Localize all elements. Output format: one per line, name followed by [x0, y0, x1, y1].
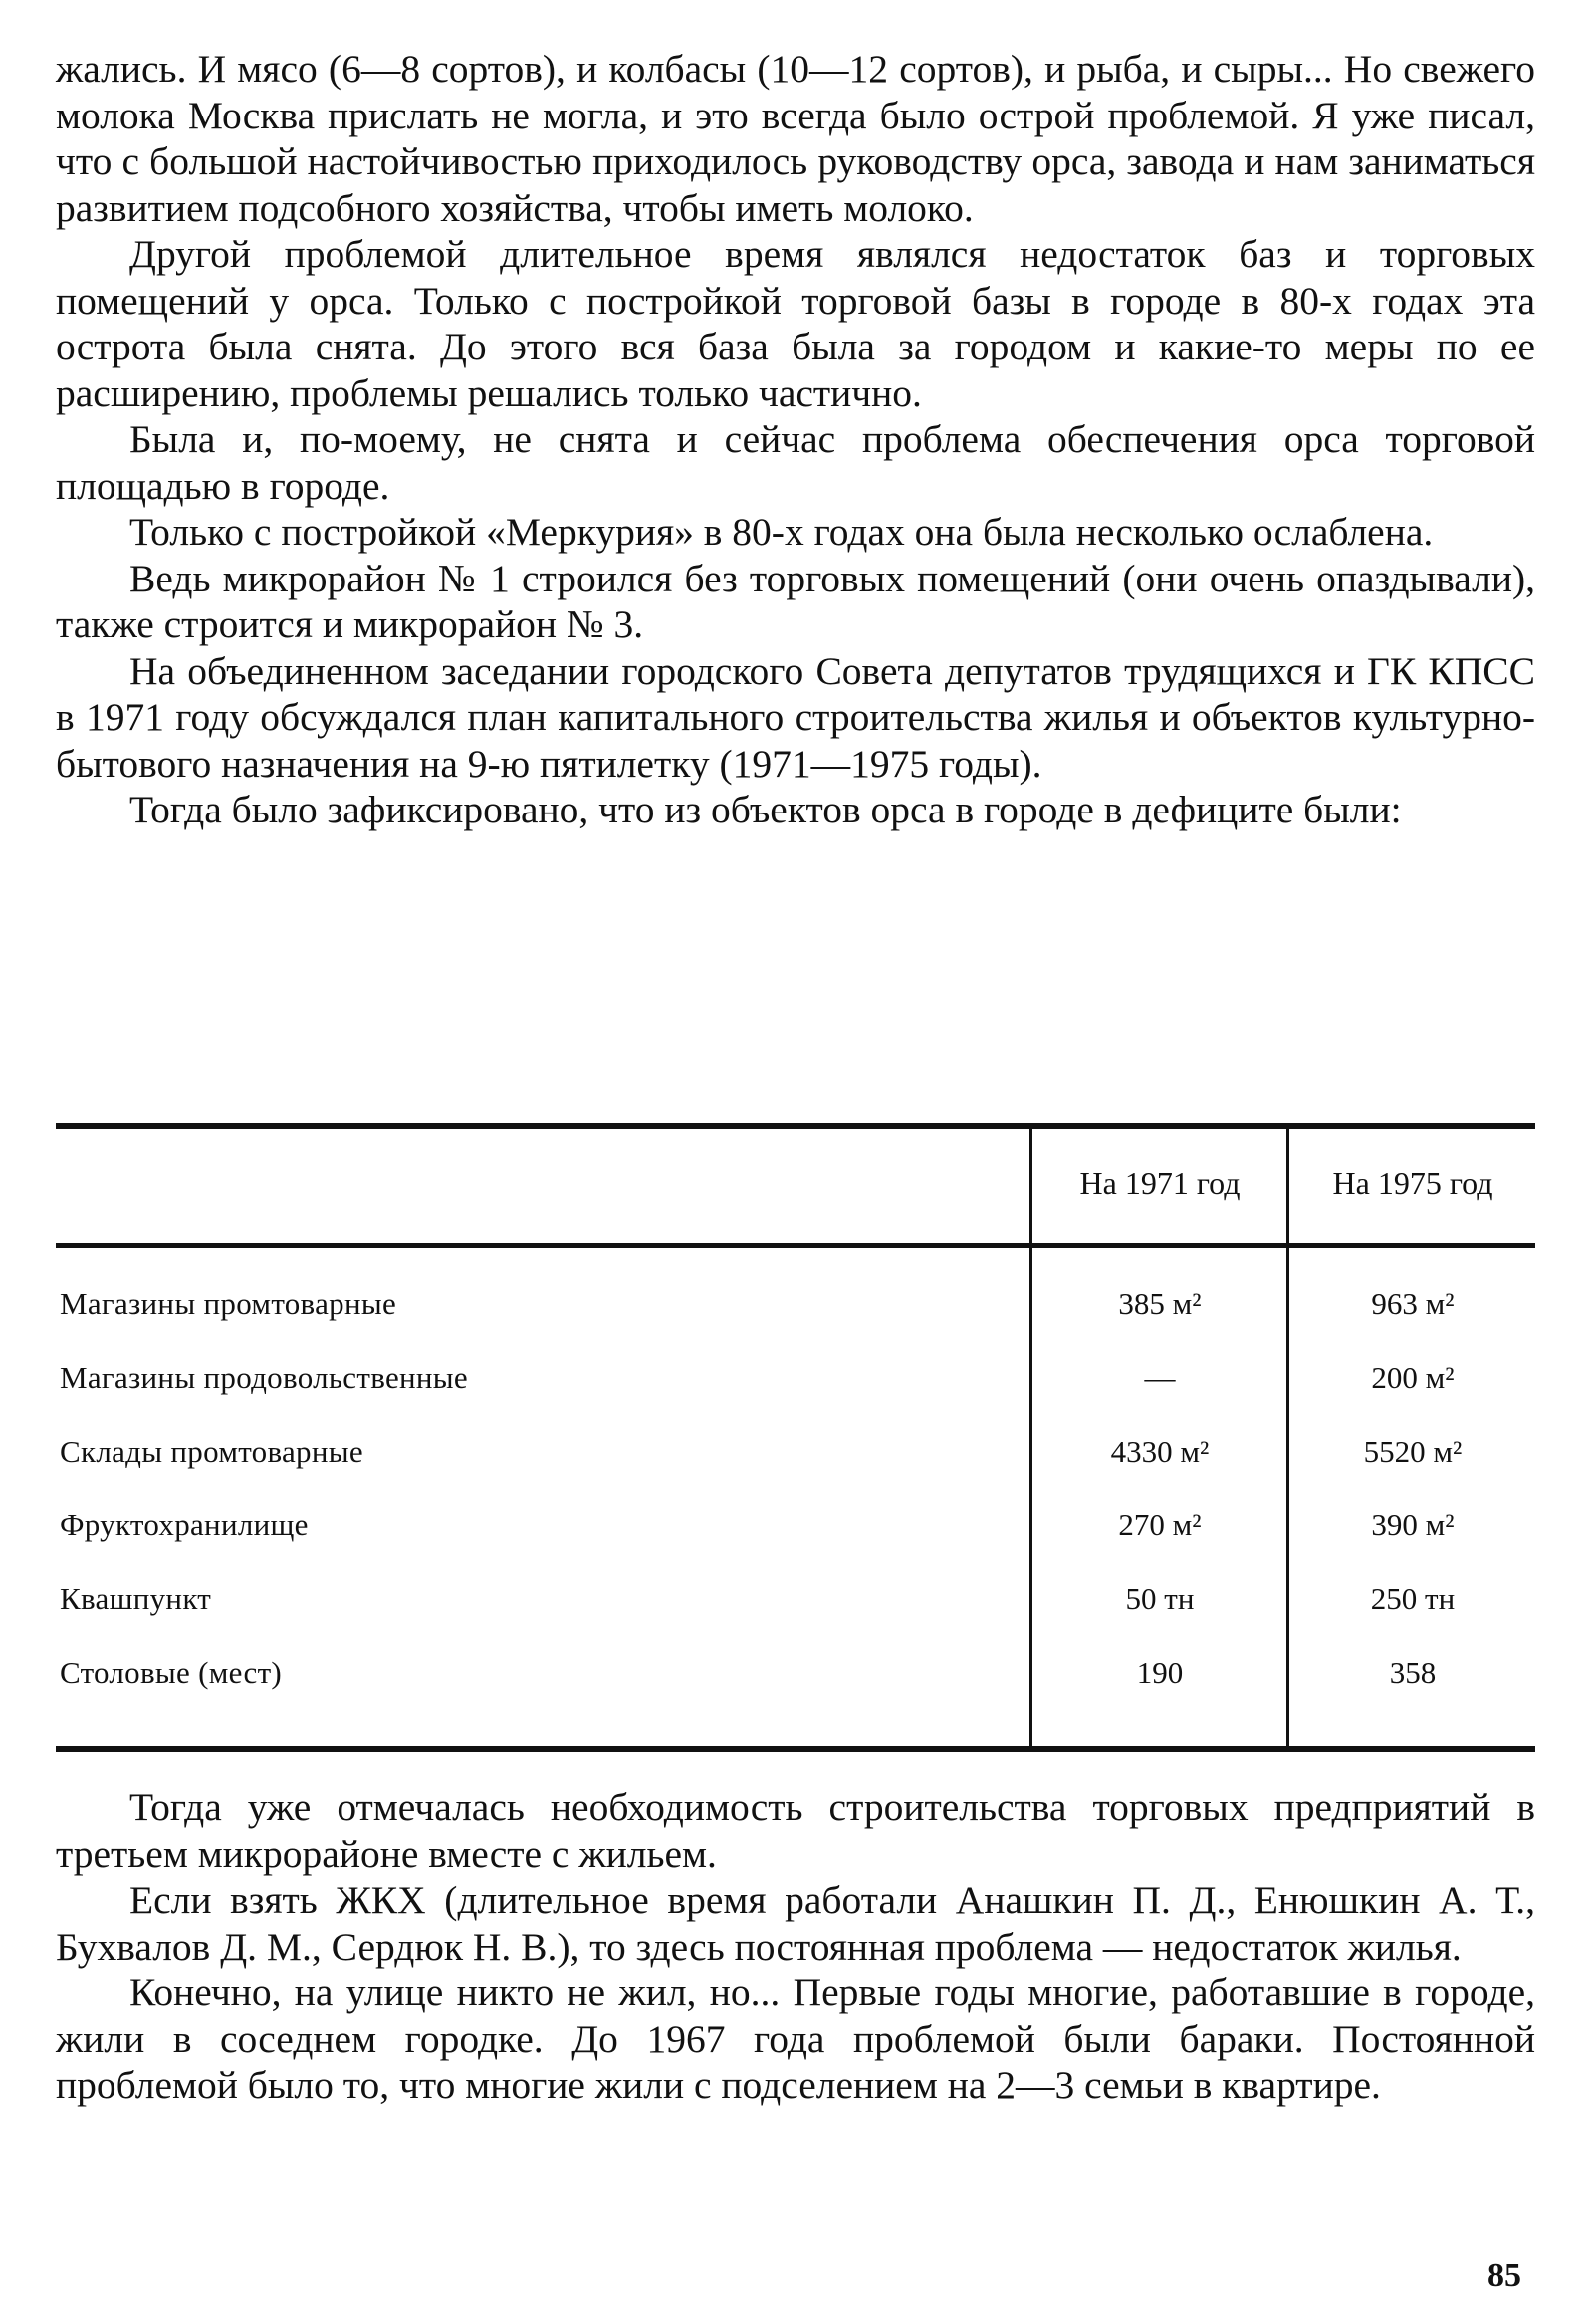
cell-1975: 963 м² [1371, 1286, 1455, 1321]
paragraph: Ведь микрорайон № 1 строился без торговых помещений (они очень опаздывали), также строится и микрорайон № 3. [56, 556, 1535, 646]
paragraph: Тогда было зафиксировано, что из объектов орса в городе в дефиците были: [129, 788, 1402, 831]
row-label: Магазины продовольственные [60, 1360, 468, 1395]
table-header-divider [1286, 1129, 1289, 1243]
table-top-rule [56, 1123, 1535, 1129]
cell-1971: 270 м² [1118, 1508, 1202, 1542]
body-text-top [56, 46, 1535, 833]
paragraph: Только с постройкой «Меркурия» в 80-х годах она была несколько ослаблена. [129, 510, 1434, 554]
body-text-bottom [56, 1784, 1535, 2109]
paragraph: Другой проблемой длительное время являлся недостаток баз и торговых помещений у орса. Только с постройкой торговой базы в городе в 80-х годах эта острота была снята. До этого вся база была за городом и какие-то меры по ее расширению, проблемы решались только частично. [56, 232, 1535, 415]
cell-1975: 358 [1389, 1655, 1437, 1690]
table-header-rule [56, 1243, 1535, 1248]
cell-1971: 50 тн [1125, 1581, 1195, 1616]
paragraph: Если взять ЖКХ (длительное время работали Анашкин П. Д., Енюшкин А. Т., Бухвалов Д. М., Сердюк Н. В.), то здесь постоянная проблема — недостаток жилья. [56, 1878, 1535, 1969]
table-column-divider [1286, 1248, 1289, 1746]
cell-1975: 250 тн [1370, 1581, 1456, 1616]
row-label: Квашпункт [60, 1581, 212, 1616]
cell-1971: 190 [1136, 1655, 1184, 1690]
column-header-1975: На 1975 год [1332, 1165, 1493, 1201]
row-label: Столовые (мест) [60, 1655, 283, 1690]
cell-1975: 390 м² [1371, 1508, 1455, 1542]
column-header-1971: На 1971 год [1079, 1165, 1241, 1201]
table-column-divider [1029, 1248, 1032, 1746]
page-number: 85 [1487, 2257, 1521, 2294]
table-header-divider [1029, 1129, 1032, 1243]
cell-1971: 385 м² [1118, 1286, 1202, 1321]
cell-1975: 200 м² [1371, 1360, 1455, 1395]
paragraph: жались. И мясо (6—8 сортов), и колбасы (10—12 сортов), и рыба, и сыры... Но свежего молока Москва прислать не могла, и это всегда было острой проблемой. Я уже писал, что с большой настойчивостью приходилось руководству орса, завода и нам заниматься развитием подсобного хозяйства, чтобы иметь молоко. [56, 47, 1535, 230]
paragraph: На объединенном заседании городского Совета депутатов трудящихся и ГК КПСС в 1971 году обсуждался план капитального строительства жилья и объектов культурно-бытового назначения на 9-ю пятилетку (1971—1975 годы). [56, 648, 1535, 786]
row-label: Склады промтоварные [60, 1434, 363, 1469]
cell-1971: 4330 м² [1110, 1434, 1210, 1469]
table-bottom-rule [56, 1746, 1535, 1752]
row-label: Фруктохранилище [60, 1508, 309, 1542]
paragraph: Конечно, на улице никто не жил, но... Первые годы многие, работавшие в городе, жили в соседнем городке. До 1967 года проблемой были бараки. Постоянной проблемой было то, что многие жили с подселением на 2—3 семьи в квартире. [56, 1971, 1535, 2107]
row-label: Магазины промтоварные [60, 1286, 397, 1321]
paragraph: Тогда уже отмечалась необходимость строительства торговых предприятий в третьем микрорайоне вместе с жильем. [56, 1785, 1535, 1876]
paragraph: Была и, по-моему, не снята и сейчас проблема обеспечения орса торговой площадью в городе. [56, 417, 1535, 508]
cell-1971: — [1144, 1360, 1176, 1395]
cell-1975: 5520 м² [1363, 1434, 1463, 1469]
